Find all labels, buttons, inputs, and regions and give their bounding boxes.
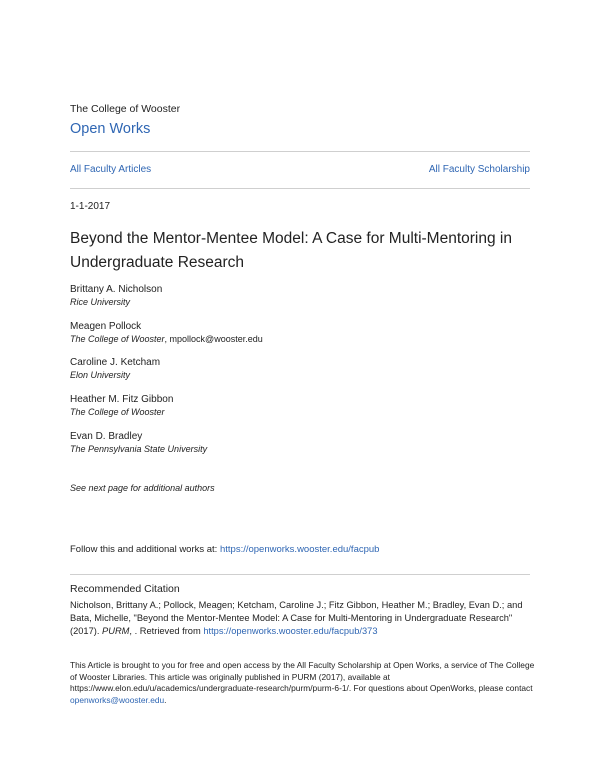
author-affiliation: The College of Wooster [70,334,165,344]
author-affiliation: Rice University [70,297,131,307]
author-name: Caroline J. Ketcham [70,357,161,368]
follow-line [70,544,379,555]
repository-name[interactable]: Open Works [70,121,151,137]
article-title: Beyond the Mentor-Mentee Model: A Case for Multi-Mentoring in Undergraduate Research [70,230,512,271]
all-faculty-scholarship-link[interactable]: All Faculty Scholarship [428,164,530,175]
author-affiliation: Elon University [70,370,131,380]
citation-body [70,599,535,638]
author-name: Evan D. Bradley [70,431,143,442]
author-name: Meagen Pollock [70,321,142,332]
author-block [70,430,207,456]
author-block [70,283,162,309]
footer-end: . [164,694,167,705]
citation-retrieved: , . Retrieved from [129,626,204,636]
follow-text: Follow this and additional works at: [70,544,220,555]
footer-note [70,660,540,706]
all-faculty-articles-link[interactable]: All Faculty Articles [70,164,152,175]
author-name: Heather M. Fitz Gibbon [70,394,174,405]
author-block [70,320,263,346]
footer-text: This Article is brought to you for free and open access by the All Faculty Scholarship at Open Works, a service of The College of Wooster Libraries. This article was originally published in PURM (2017), available at https://www.elon.edu/u/academics/undergraduate-research/purm/purm-6-1/. For questions about OpenWorks, please contact [70,660,535,693]
author-block [70,356,160,382]
author-email: , mpollock@wooster.edu [164,334,263,344]
citation-divider [70,574,530,575]
institution-name: The College of Wooster [70,103,181,115]
author-block [70,393,173,419]
citation-journal: PURM [102,626,130,636]
facpub-link[interactable]: https://openworks.wooster.edu/facpub [219,544,380,555]
citation-link[interactable]: https://openworks.wooster.edu/facpub/373 [203,626,378,636]
author-affiliation: The Pennsylvania State University [70,444,208,454]
author-name: Brittany A. Nicholson [70,284,163,295]
top-divider [70,151,530,152]
citation-text: Nicholson, Brittany A.; Pollock, Meagen; Ketcham, Caroline J.; Fitz Gibbon, Heather M.; Bradley, Evan D.; and Bata, Michelle, "Beyond the Mentor-Mentee Model: A Case for Multi-Mentoring in Undergraduate Research" (2017). [70,600,523,636]
citation-heading: Recommended Citation [70,583,180,595]
additional-authors-note: See next page for additional authors [70,483,215,493]
nav-divider [70,188,530,189]
author-affiliation: The College of Wooster [70,407,165,417]
publication-date: 1-1-2017 [70,201,111,212]
contact-email-link[interactable]: openworks@wooster.edu [70,694,165,705]
